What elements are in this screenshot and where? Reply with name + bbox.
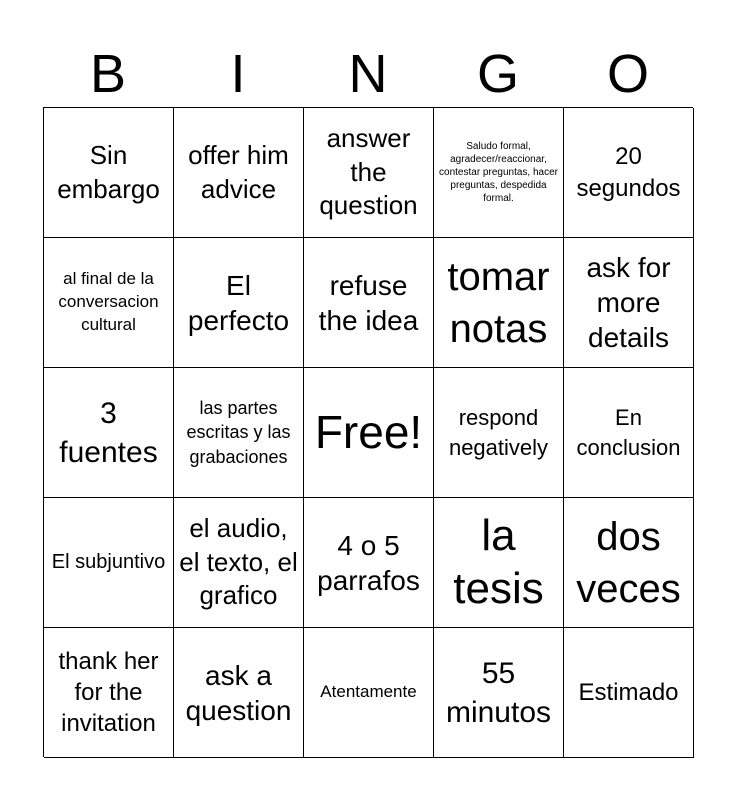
cell-text: respond negatively <box>448 404 549 460</box>
bingo-cell[interactable] <box>564 628 694 758</box>
bingo-cell[interactable] <box>174 108 304 238</box>
bingo-cell[interactable] <box>304 108 434 238</box>
bingo-cell[interactable] <box>44 238 174 368</box>
bingo-cell[interactable] <box>174 238 304 368</box>
bingo-board <box>43 107 693 757</box>
header-letter-n: N <box>348 44 388 104</box>
cell-text: las partes escritas y las grabaciones <box>186 398 291 467</box>
header-letter-g: G <box>476 44 519 104</box>
bingo-cell[interactable] <box>174 368 304 498</box>
cell-text: 20 segundos <box>576 143 681 202</box>
bingo-cell[interactable] <box>304 498 434 628</box>
bingo-cell[interactable] <box>564 108 694 238</box>
cell-text: ask for more details <box>586 252 671 353</box>
bingo-cell[interactable] <box>434 108 564 238</box>
cell-text: thank her for the invitation <box>58 647 159 738</box>
header-letter-i: I <box>230 44 246 104</box>
bingo-cell[interactable] <box>44 368 174 498</box>
bingo-cell[interactable] <box>44 498 174 628</box>
cell-text: ask a question <box>185 659 292 726</box>
cell-text: 55 minutos <box>445 656 552 729</box>
cell-text: 4 o 5 parrafos <box>317 529 420 596</box>
bingo-cell[interactable] <box>564 238 694 368</box>
cell-text: answer the question <box>319 122 418 221</box>
cell-text: tomar notas <box>447 254 550 351</box>
bingo-cell[interactable] <box>44 108 174 238</box>
bingo-cell[interactable] <box>304 628 434 758</box>
free-space-cell[interactable] <box>304 368 434 498</box>
bingo-cell[interactable] <box>564 498 694 628</box>
cell-text: la tesis <box>453 510 544 613</box>
cell-text: 3 fuentes <box>59 396 158 469</box>
cell-text: Saludo formal, agradecer/reaccionar, contestar preguntas, hacer preguntas, despedida formal. <box>439 141 558 204</box>
cell-text: En conclusion <box>576 404 681 460</box>
cell-text: Atentamente <box>320 682 417 702</box>
bingo-cell[interactable] <box>304 238 434 368</box>
bingo-cell[interactable] <box>434 238 564 368</box>
header-letter-b: B <box>89 44 127 104</box>
bingo-cell[interactable] <box>44 628 174 758</box>
bingo-cell[interactable] <box>174 498 304 628</box>
cell-text: dos veces <box>576 514 681 611</box>
cell-text: offer him advice <box>188 139 289 204</box>
cell-text: el audio, el texto, el grafico <box>179 512 298 611</box>
cell-text: al final de la conversacion cultural <box>58 269 159 334</box>
free-space-text: Free! <box>314 406 423 459</box>
cell-text: refuse the idea <box>318 269 419 336</box>
bingo-header <box>43 40 693 108</box>
cell-text: Estimado <box>578 678 679 706</box>
header-letter-o: O <box>606 44 649 104</box>
cell-text: Sin embargo <box>57 139 160 204</box>
bingo-cell[interactable] <box>434 628 564 758</box>
cell-text: El perfecto <box>187 269 290 336</box>
bingo-cell[interactable] <box>564 368 694 498</box>
bingo-cell[interactable] <box>174 628 304 758</box>
bingo-cell[interactable] <box>434 498 564 628</box>
bingo-cell[interactable] <box>434 368 564 498</box>
cell-text: El subjuntivo <box>51 551 166 573</box>
